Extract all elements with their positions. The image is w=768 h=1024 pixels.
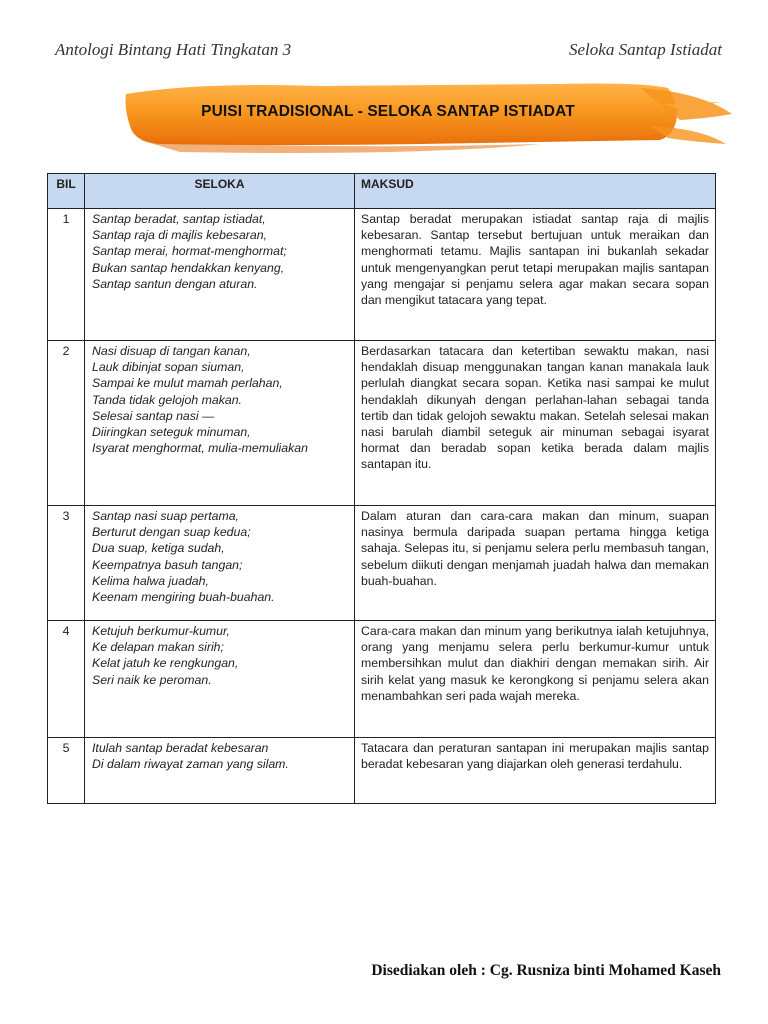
seloka-line: Selesai santap nasi — bbox=[92, 408, 215, 423]
seloka-line: Sampai ke mulut mamah perlahan, bbox=[92, 376, 283, 391]
column-header-bil: BIL bbox=[48, 174, 85, 209]
column-header-maksud: MAKSUD bbox=[355, 174, 716, 209]
maksud-text: Dalam aturan dan cara-cara makan dan minum, suapan nasinya bermula daripada suapan pertama hingga ketiga sahaja. Selepas itu, si penjamu selera perlu membasuh tangan, sebelum diikuti dengan menjamah juadah halwa dan memakan buah-buahan. bbox=[355, 506, 716, 621]
maksud-text: Berdasarkan tatacara dan ketertiban sewaktu makan, nasi hendaklah disuap menggunakan tangan kanan manakala lauk perlulah diangkat secara sopan. Ketika nasi sampai ke mulut hendaklah dikunyah dengan perlahan-lahan sebagai tanda tertib dan tidak gelojoh sewaktu makan. Setelah selesai makan nasi barulah diambil seteguk air minuman sebagai isyarat hormat dan beradab sopan ketika berada dalam majlis santapan itu. bbox=[355, 341, 716, 506]
seloka-stanza bbox=[85, 738, 355, 804]
title-banner bbox=[120, 74, 740, 160]
seloka-line: Seri naik ke peroman. bbox=[92, 672, 212, 687]
row-number: 5 bbox=[48, 738, 85, 804]
seloka-line: Keenam mengiring buah-buahan. bbox=[92, 590, 275, 605]
seloka-line: Santap nasi suap pertama, bbox=[92, 509, 239, 523]
seloka-stanza bbox=[85, 506, 355, 621]
seloka-line: Di dalam riwayat zaman yang silam. bbox=[92, 757, 289, 772]
row-number: 1 bbox=[48, 209, 85, 341]
header-book-title: Antologi Bintang Hati Tingkatan 3 bbox=[55, 40, 292, 59]
seloka-line: Santap merai, hormat-menghormat; bbox=[92, 244, 287, 259]
table-row bbox=[48, 341, 716, 506]
seloka-line: Nasi disuap di tangan kanan, bbox=[92, 344, 251, 358]
seloka-line: Santap santun dengan aturan. bbox=[92, 276, 258, 291]
banner-title: PUISI TRADISIONAL - SELOKA SANTAP ISTIADAT bbox=[201, 103, 575, 120]
table-row bbox=[48, 209, 716, 341]
seloka-stanza bbox=[85, 621, 355, 738]
seloka-line: Ketujuh berkumur-kumur, bbox=[92, 624, 230, 638]
row-number: 2 bbox=[48, 341, 85, 506]
maksud-text: Tatacara dan peraturan santapan ini merupakan majlis santap beradat kebesaran yang diajarkan oleh generasi terdahulu. bbox=[355, 738, 716, 804]
header-topic-title: Seloka Santap Istiadat bbox=[569, 40, 722, 59]
seloka-line: Diiringkan seteguk minuman, bbox=[92, 425, 251, 440]
footer-author: Disediakan oleh : Cg. Rusniza binti Mohamed Kaseh bbox=[371, 962, 721, 979]
seloka-line: Lauk dibinjat sopan siuman, bbox=[92, 360, 245, 375]
seloka-stanza bbox=[85, 341, 355, 506]
seloka-stanza bbox=[85, 209, 355, 341]
seloka-line: Kelima halwa juadah, bbox=[92, 573, 209, 588]
table-header-row bbox=[48, 174, 716, 209]
maksud-text: Santap beradat merupakan istiadat santap raja di majlis kebesaran. Santap tersebut bertujuan untuk meraikan dan menghormati tetamu. Majlis santapan ini bukanlah sekadar untuk mengenyangkan perut tetapi merupakan majlis santapan yang mengajar si penjamu selera agar makan secara sopan dan mengikut tatacara yang tepat. bbox=[355, 209, 716, 341]
table-row bbox=[48, 506, 716, 621]
seloka-line: Berturut dengan suap kedua; bbox=[92, 525, 251, 540]
seloka-line: Tanda tidak gelojoh makan. bbox=[92, 392, 242, 407]
seloka-line: Kelat jatuh ke rengkungan, bbox=[92, 656, 239, 671]
column-header-seloka: SELOKA bbox=[85, 174, 355, 209]
table-row bbox=[48, 738, 716, 804]
seloka-line: Itulah santap beradat kebesaran bbox=[92, 741, 269, 755]
seloka-line: Isyarat menghormat, mulia-memuliakan bbox=[92, 441, 308, 456]
seloka-line: Dua suap, ketiga sudah, bbox=[92, 541, 225, 556]
row-number: 4 bbox=[48, 621, 85, 738]
seloka-table bbox=[47, 173, 716, 804]
seloka-line: Bukan santap hendakkan kenyang, bbox=[92, 260, 285, 275]
seloka-line: Keempatnya basuh tangan; bbox=[92, 557, 243, 572]
seloka-line: Ke delapan makan sirih; bbox=[92, 640, 224, 655]
seloka-line: Santap beradat, santap istiadat, bbox=[92, 212, 266, 226]
row-number: 3 bbox=[48, 506, 85, 621]
maksud-text: Cara-cara makan dan minum yang berikutnya ialah ketujuhnya, orang yang menjamu selera perlu berkumur-kumur untuk membersihkan mulut dan diakhiri dengan memakan sirih. Air sirih kelat yang masuk ke kerongkong si penjamu selera akan menambahkan seri pada wajah mereka. bbox=[355, 621, 716, 738]
table-row bbox=[48, 621, 716, 738]
seloka-line: Santap raja di majlis kebesaran, bbox=[92, 228, 267, 243]
